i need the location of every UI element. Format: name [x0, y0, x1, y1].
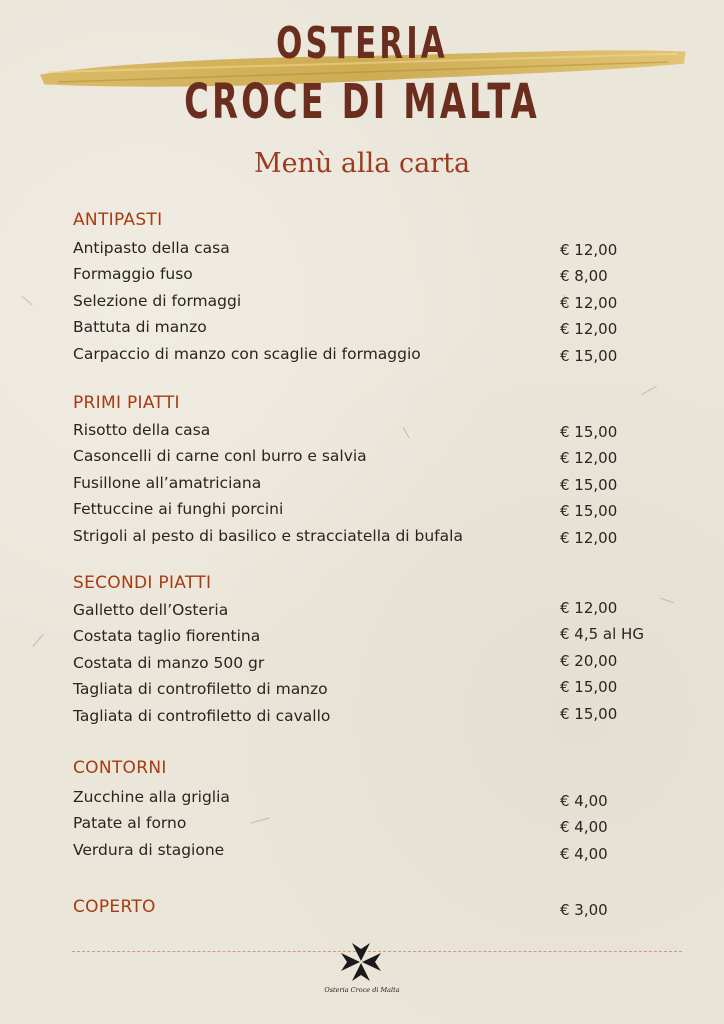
menu-item-name: Costata di manzo 500 gr — [73, 654, 265, 672]
menu-item-name: Costata taglio fiorentina — [73, 627, 261, 645]
menu-item-price: € 12,00 — [560, 599, 618, 617]
menu-item-name: Strigoli al pesto di basilico e stracciatella di bufala — [73, 527, 463, 545]
menu-item-price: € 4,00 — [560, 792, 608, 810]
menu-item-name: Patate al forno — [73, 814, 187, 832]
section-title-secondi-piatti: SECONDI PIATTI — [73, 573, 212, 593]
menu-item-name: Battuta di manzo — [73, 318, 207, 336]
menu-item-name: Casoncelli di carne conl burro e salvia — [73, 447, 367, 465]
menu-item-name: Tagliata di controfiletto di cavallo — [73, 707, 331, 725]
menu-item-price: € 4,00 — [560, 845, 608, 863]
menu-item-price: € 8,00 — [560, 267, 608, 285]
paper-fiber — [32, 634, 43, 647]
menu-item-price: € 15,00 — [560, 678, 618, 696]
menu-item-name: Galletto dell’Osteria — [73, 601, 229, 619]
paper-fiber — [660, 598, 673, 604]
restaurant-title-line1: OSTERIA — [276, 18, 448, 69]
menu-item-price: € 4,00 — [560, 818, 608, 836]
menu-item-price: € 20,00 — [560, 652, 618, 670]
menu-item-price: € 12,00 — [560, 294, 618, 312]
menu-item-price: € 12,00 — [560, 449, 618, 467]
menu-item-price: € 15,00 — [560, 476, 618, 494]
coperto-price: € 3,00 — [560, 901, 608, 919]
menu-item-price: € 15,00 — [560, 705, 618, 723]
menu-subtitle: Menù alla carta — [253, 148, 471, 179]
menu-item-price: € 12,00 — [560, 529, 618, 547]
menu-item-price: € 4,5 al HG — [560, 625, 644, 643]
paper-fiber — [250, 817, 270, 823]
menu-item-name: Fettuccine ai funghi porcini — [73, 500, 284, 518]
menu-item-name: Antipasto della casa — [73, 239, 230, 257]
section-title-primi-piatti: PRIMI PIATTI — [73, 393, 180, 413]
menu-item-name: Carpaccio di manzo con scaglie di formaggio — [73, 345, 421, 363]
menu-item-name: Tagliata di controfiletto di manzo — [73, 680, 328, 698]
menu-item-price: € 15,00 — [560, 423, 618, 441]
menu-item-price: € 12,00 — [560, 241, 618, 259]
menu-item-price: € 15,00 — [560, 502, 618, 520]
menu-item-name: Selezione di formaggi — [73, 292, 242, 310]
paper-fiber — [403, 427, 410, 438]
section-title-coperto: COPERTO — [73, 897, 156, 917]
menu-item-name: Verdura di stagione — [73, 841, 225, 859]
menu-item-name: Risotto della casa — [73, 421, 211, 439]
paper-fiber — [641, 386, 657, 396]
menu-item-name: Fusillone all’amatriciana — [73, 474, 262, 492]
menu-item-price: € 12,00 — [560, 320, 618, 338]
footer-logo-text: Osteria Croce di Malta — [324, 986, 400, 994]
menu-item-price: € 15,00 — [560, 347, 618, 365]
menu-item-name: Formaggio fuso — [73, 265, 193, 283]
maltese-cross-icon — [337, 940, 385, 984]
restaurant-title-line2: CROCE DI MALTA — [184, 74, 540, 130]
menu-item-name: Zucchine alla griglia — [73, 788, 230, 806]
paper-fiber — [21, 296, 32, 306]
section-title-antipasti: ANTIPASTI — [73, 210, 163, 230]
section-title-contorni: CONTORNI — [73, 758, 167, 778]
